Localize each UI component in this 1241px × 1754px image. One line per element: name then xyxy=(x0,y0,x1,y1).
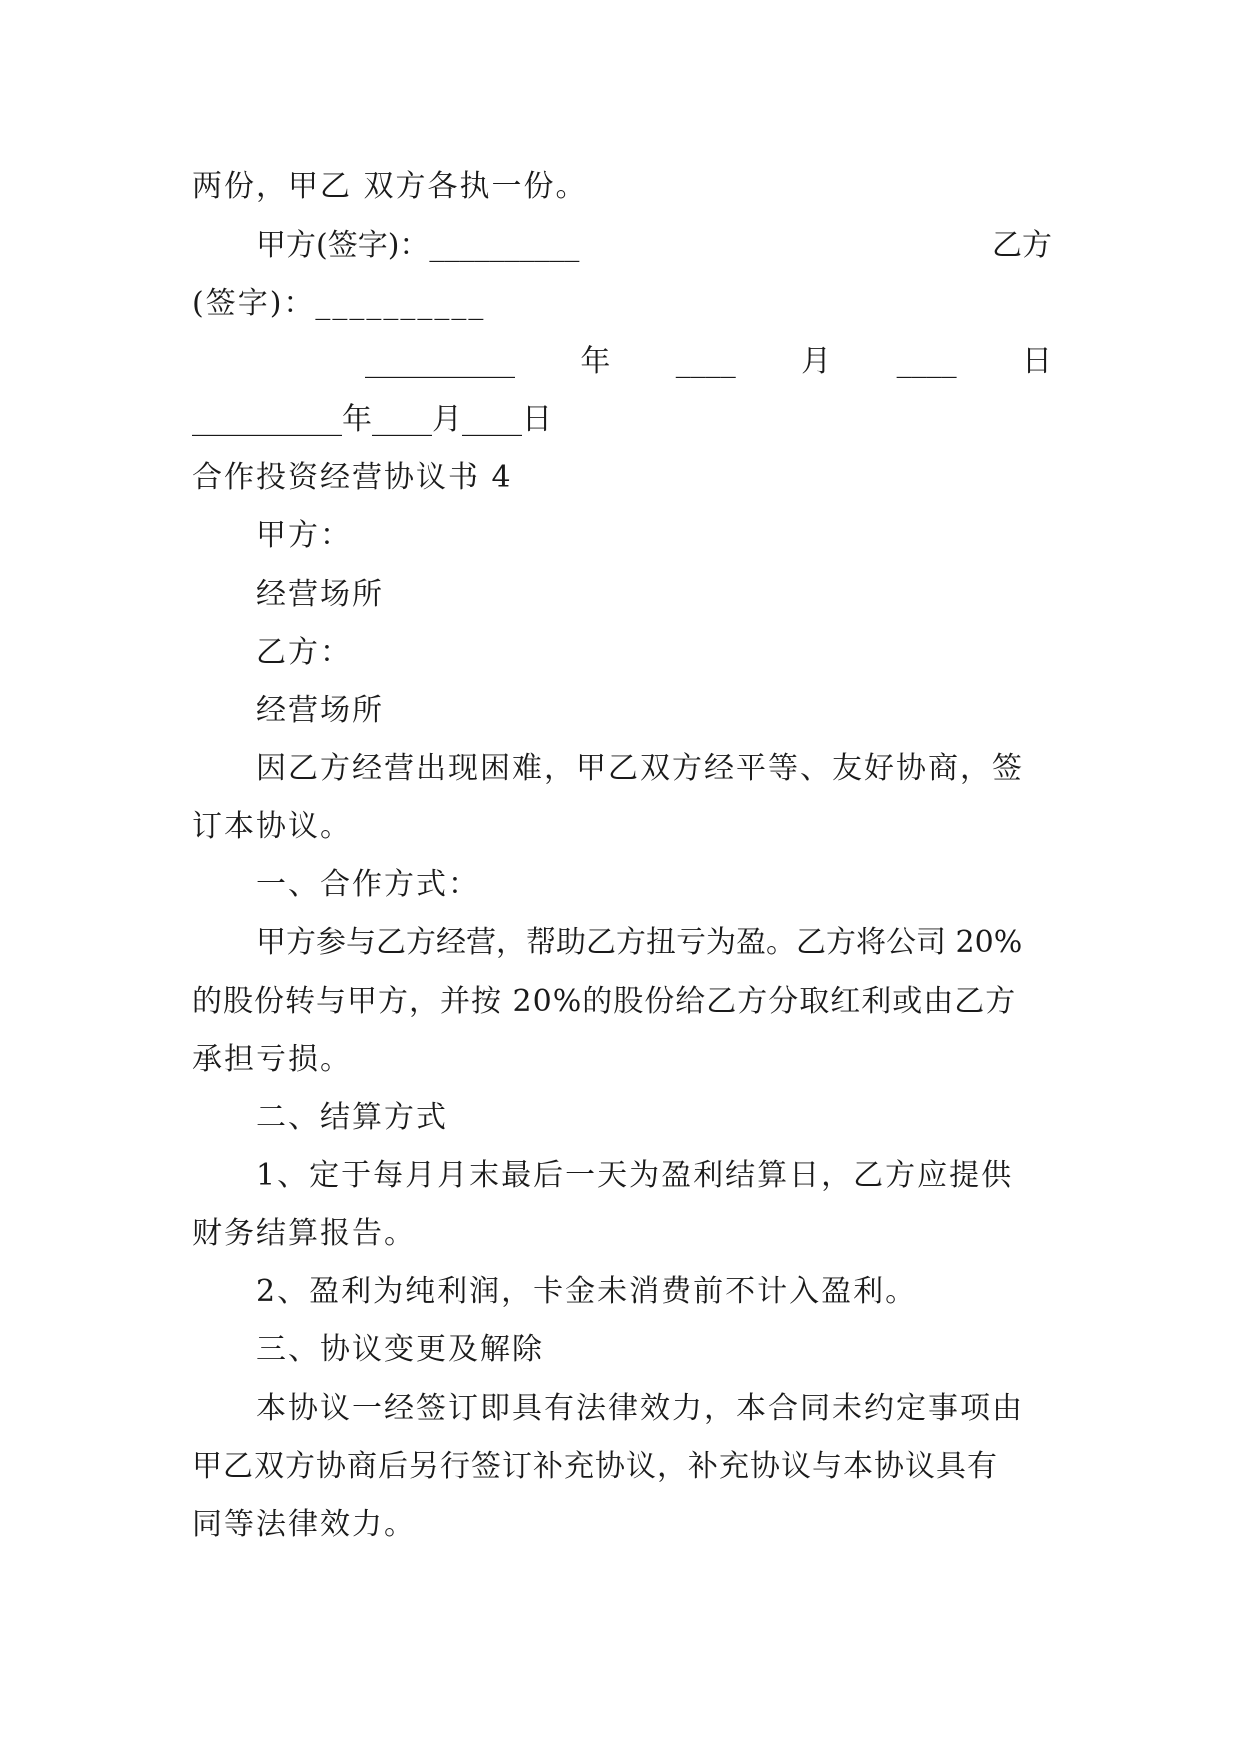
party-b-signature: (签字)：__________ xyxy=(192,286,486,321)
text-line: 的股份转与甲方，并按 20%的股份给乙方分取红利或由乙方 xyxy=(192,984,1017,1019)
section-title: 合作投资经营协议书 4 xyxy=(192,460,513,495)
text-line: 承担亏损。 xyxy=(192,1042,352,1077)
text-line: 财务结算报告。 xyxy=(192,1216,416,1251)
date-row xyxy=(365,342,1052,382)
party-a-label: 甲方： xyxy=(256,518,352,553)
text-line: 订本协议。 xyxy=(192,809,352,844)
text-line: 1、定于每月月末最后一天为盈利结算日，乙方应提供 xyxy=(256,1158,1014,1193)
text-line: 本协议一经签订即具有法律效力，本合同未约定事项由 xyxy=(256,1391,1024,1426)
date-month-blank: ____ xyxy=(675,344,736,379)
clause-heading: 二、结算方式 xyxy=(256,1100,448,1135)
text-line: 甲方参与乙方经营，帮助乙方扭亏为盈。乙方将公司 20% xyxy=(256,925,1023,960)
text-line: 2、盈利为纯利润，卡金未消费前不计入盈利。 xyxy=(256,1274,918,1309)
clause-heading: 三、协议变更及解除 xyxy=(256,1332,544,1367)
signature-row xyxy=(256,226,1052,266)
party-a-signature: 甲方(签字)：__________ xyxy=(256,228,580,263)
date-month-label: 月 xyxy=(801,344,832,379)
text-line: 同等法律效力。 xyxy=(192,1507,416,1542)
date-day-blank: ____ xyxy=(896,344,957,379)
party-b-name-label: 乙方： xyxy=(256,635,352,670)
text-line: 因乙方经营出现困难，甲乙双方经平等、友好协商，签 xyxy=(256,751,1024,786)
party-b-label: 乙方 xyxy=(992,228,1052,263)
date-day-label: 日 xyxy=(1021,344,1052,379)
text-line: 甲乙双方协商后另行签订补充协议，补充协议与本协议具有 xyxy=(192,1449,998,1484)
date-line: __________年____月____日 xyxy=(192,402,552,437)
party-b-address-label: 经营场所 xyxy=(256,693,384,728)
clause-heading: 一、合作方式： xyxy=(256,867,480,902)
text-line: 两份，甲乙 双方各执一份。 xyxy=(192,169,588,204)
date-year-blank: __________ xyxy=(365,344,515,379)
date-year-label: 年 xyxy=(580,344,611,379)
party-a-address-label: 经营场所 xyxy=(256,577,384,612)
